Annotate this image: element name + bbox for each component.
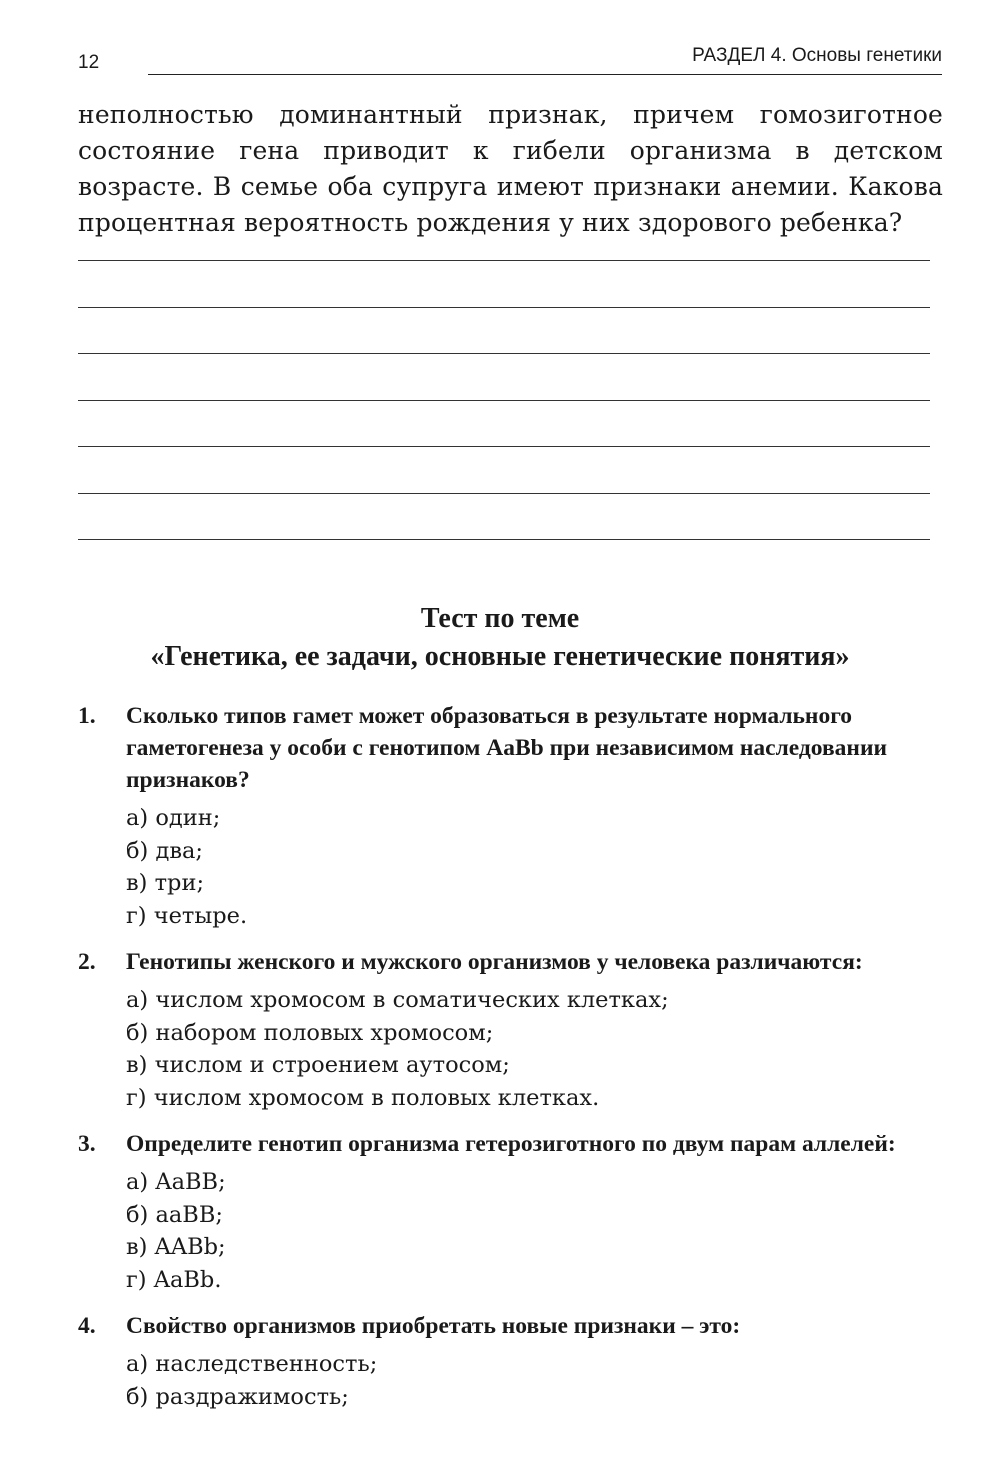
question-4 xyxy=(78,1310,948,1413)
answer-options xyxy=(78,984,948,1114)
answer-option[interactable]: б) aaBB; xyxy=(126,1201,223,1228)
answer-option[interactable]: а) AaBB; xyxy=(126,1169,226,1195)
page-number: 12 xyxy=(78,52,100,73)
question-number: 4. xyxy=(78,1313,96,1339)
running-header: РАЗДЕЛ 4. Основы генетики xyxy=(692,45,942,66)
test-title-line2: «Генетика, ее задачи, основные генетические понятия» xyxy=(150,641,850,672)
answer-options xyxy=(78,1348,948,1413)
answer-options xyxy=(78,802,948,932)
question-heading xyxy=(78,946,948,978)
answer-line[interactable] xyxy=(78,353,930,354)
question-heading xyxy=(78,1128,948,1160)
answer-option[interactable]: а) числом хромосом в соматических клетках; xyxy=(126,987,669,1013)
answer-lines xyxy=(78,260,930,586)
answer-option[interactable]: а) наследственность; xyxy=(126,1351,378,1377)
question-number: 1. xyxy=(78,703,96,729)
answer-line[interactable] xyxy=(78,307,930,308)
question-text: Сколько типов гамет может образоваться в результате нормального гаметогенеза у особи с генотипом AaBb при независимом наследовании признаков? xyxy=(126,703,888,793)
header-rule xyxy=(148,74,942,75)
answer-option[interactable]: в) числом и строением аутосом; xyxy=(126,1052,510,1078)
answer-option[interactable]: а) один; xyxy=(126,805,221,831)
question-2 xyxy=(78,946,948,1114)
answer-option[interactable]: г) числом хромосом в половых клетках. xyxy=(126,1084,600,1111)
question-heading xyxy=(78,700,948,796)
test-title-line1: Тест по теме xyxy=(420,603,580,634)
answer-option[interactable]: г) четыре. xyxy=(126,902,248,929)
answer-line[interactable] xyxy=(78,446,930,447)
answer-option[interactable]: в) AABb; xyxy=(126,1234,226,1260)
question-text: Свойство организмов приобретать новые признаки – это: xyxy=(126,1313,741,1339)
answer-option[interactable]: в) три; xyxy=(126,870,205,896)
intro-paragraph: неполностью доминантный признак, причем гомозиготное состояние гена приводит к гибели организма в детском возрасте. В семье оба супруга имеют признаки анемии. Какова процентная вероятность рождения у них здорового ребенка? xyxy=(78,100,943,237)
answer-options xyxy=(78,1166,948,1296)
question-text: Генотипы женского и мужского организмов у человека различаются: xyxy=(126,949,863,975)
question-number: 3. xyxy=(78,1131,96,1157)
answer-option[interactable]: б) два; xyxy=(126,837,203,864)
question-heading xyxy=(78,1310,948,1342)
test-title xyxy=(0,600,1000,676)
question-1 xyxy=(78,700,948,932)
answer-line[interactable] xyxy=(78,493,930,494)
answer-option[interactable]: б) раздражимость; xyxy=(126,1383,349,1410)
question-text: Определите генотип организма гетерозиготного по двум парам аллелей: xyxy=(126,1131,896,1157)
answer-option[interactable]: б) набором половых хромосом; xyxy=(126,1019,494,1046)
answer-line[interactable] xyxy=(78,260,930,261)
answer-option[interactable]: г) AaBb. xyxy=(126,1266,222,1293)
answer-line[interactable] xyxy=(78,539,930,540)
question-number: 2. xyxy=(78,949,96,975)
answer-line[interactable] xyxy=(78,400,930,401)
question-3 xyxy=(78,1128,948,1296)
questions-list xyxy=(78,700,948,1427)
